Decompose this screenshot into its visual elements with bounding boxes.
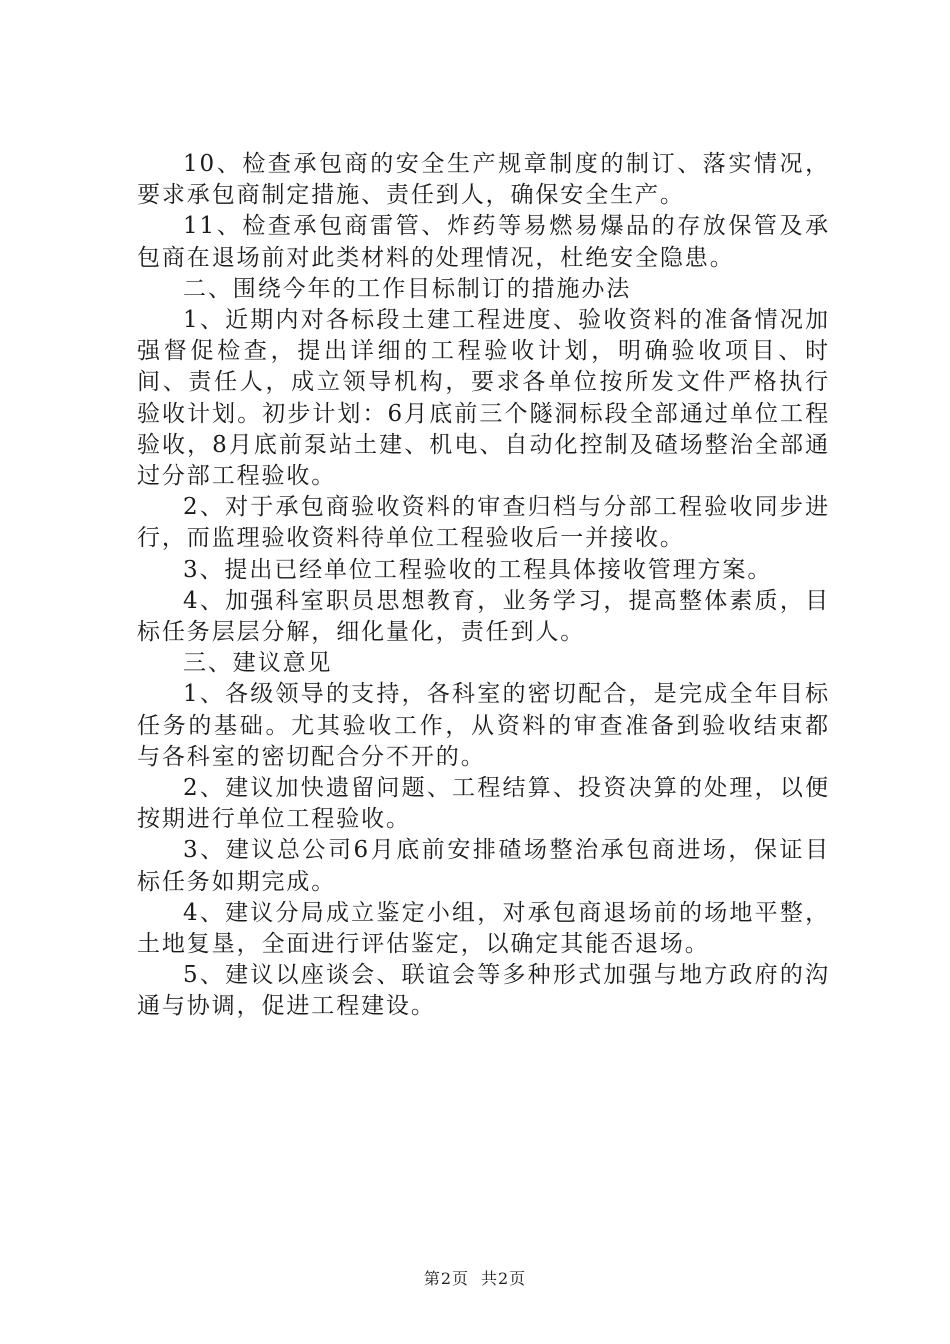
paragraph-measure-1: 1、近期内对各标段土建工程进度、验收资料的准备情况加强督促检查，提出详细的工程验收计划，明确验收项目、时间、责任人，成立领导机构，要求各单位按所发文件严格执行验收计划。初步计划：6月底前三个隧洞标段全部通过单位工程验收，8月底前泵站土建、机电、自动化控制及碴场整治全部通过分部工程验收。 (137, 307, 830, 490)
section-heading-measures: 二、围绕今年的工作目标制订的措施办法 (183, 275, 632, 302)
page-total: 共2页 (481, 1269, 527, 1288)
page-footer (0, 1266, 950, 1289)
paragraph-measure-4: 4、加强科室职员思想教育，业务学习，提高整体素质，目标任务层层分解，细化量化，责任到人。 (137, 587, 830, 646)
paragraph-measure-3: 3、提出已经单位工程验收的工程具体接收管理方案。 (183, 556, 773, 583)
paragraph-item-11: 11、检查承包商雷管、炸药等易燃易爆品的存放保管及承包商在退场前对此类材料的处理情况，杜绝安全隐患。 (137, 213, 830, 271)
paragraph-suggestion-3: 3、建议总公司6月底前安排碴场整治承包商进场，保证目标任务如期完成。 (137, 837, 830, 895)
paragraph-suggestion-5: 5、建议以座谈会、联谊会等多种形式加强与地方政府的沟通与协调，促进工程建设。 (137, 962, 830, 1020)
paragraph-suggestion-2: 2、建议加快遗留问题、工程结算、投资决算的处理，以便按期进行单位工程验收。 (137, 775, 830, 833)
paragraph-suggestion-4: 4、建议分局成立鉴定小组，对承包商退场前的场地平整，土地复垦，全面进行评估鉴定，以确定其能否退场。 (137, 899, 830, 958)
page-number: 第2页 (423, 1269, 469, 1288)
paragraph-measure-2: 2、对于承包商验收资料的审查归档与分部工程验收同步进行，而监理验收资料待单位工程验收后一并接收。 (137, 494, 830, 552)
document-body (137, 149, 830, 1023)
section-heading-suggestions: 三、建议意见 (183, 650, 333, 677)
paragraph-suggestion-1: 1、各级领导的支持，各科室的密切配合，是完成全年目标任务的基础。尤其验收工作，从资料的审查准备到验收结束都与各科室的密切配合分不开的。 (137, 681, 830, 770)
paragraph-item-10: 10、检查承包商的安全生产规章制度的制订、落实情况，要求承包商制定措施、责任到人，确保安全生产。 (137, 151, 830, 209)
